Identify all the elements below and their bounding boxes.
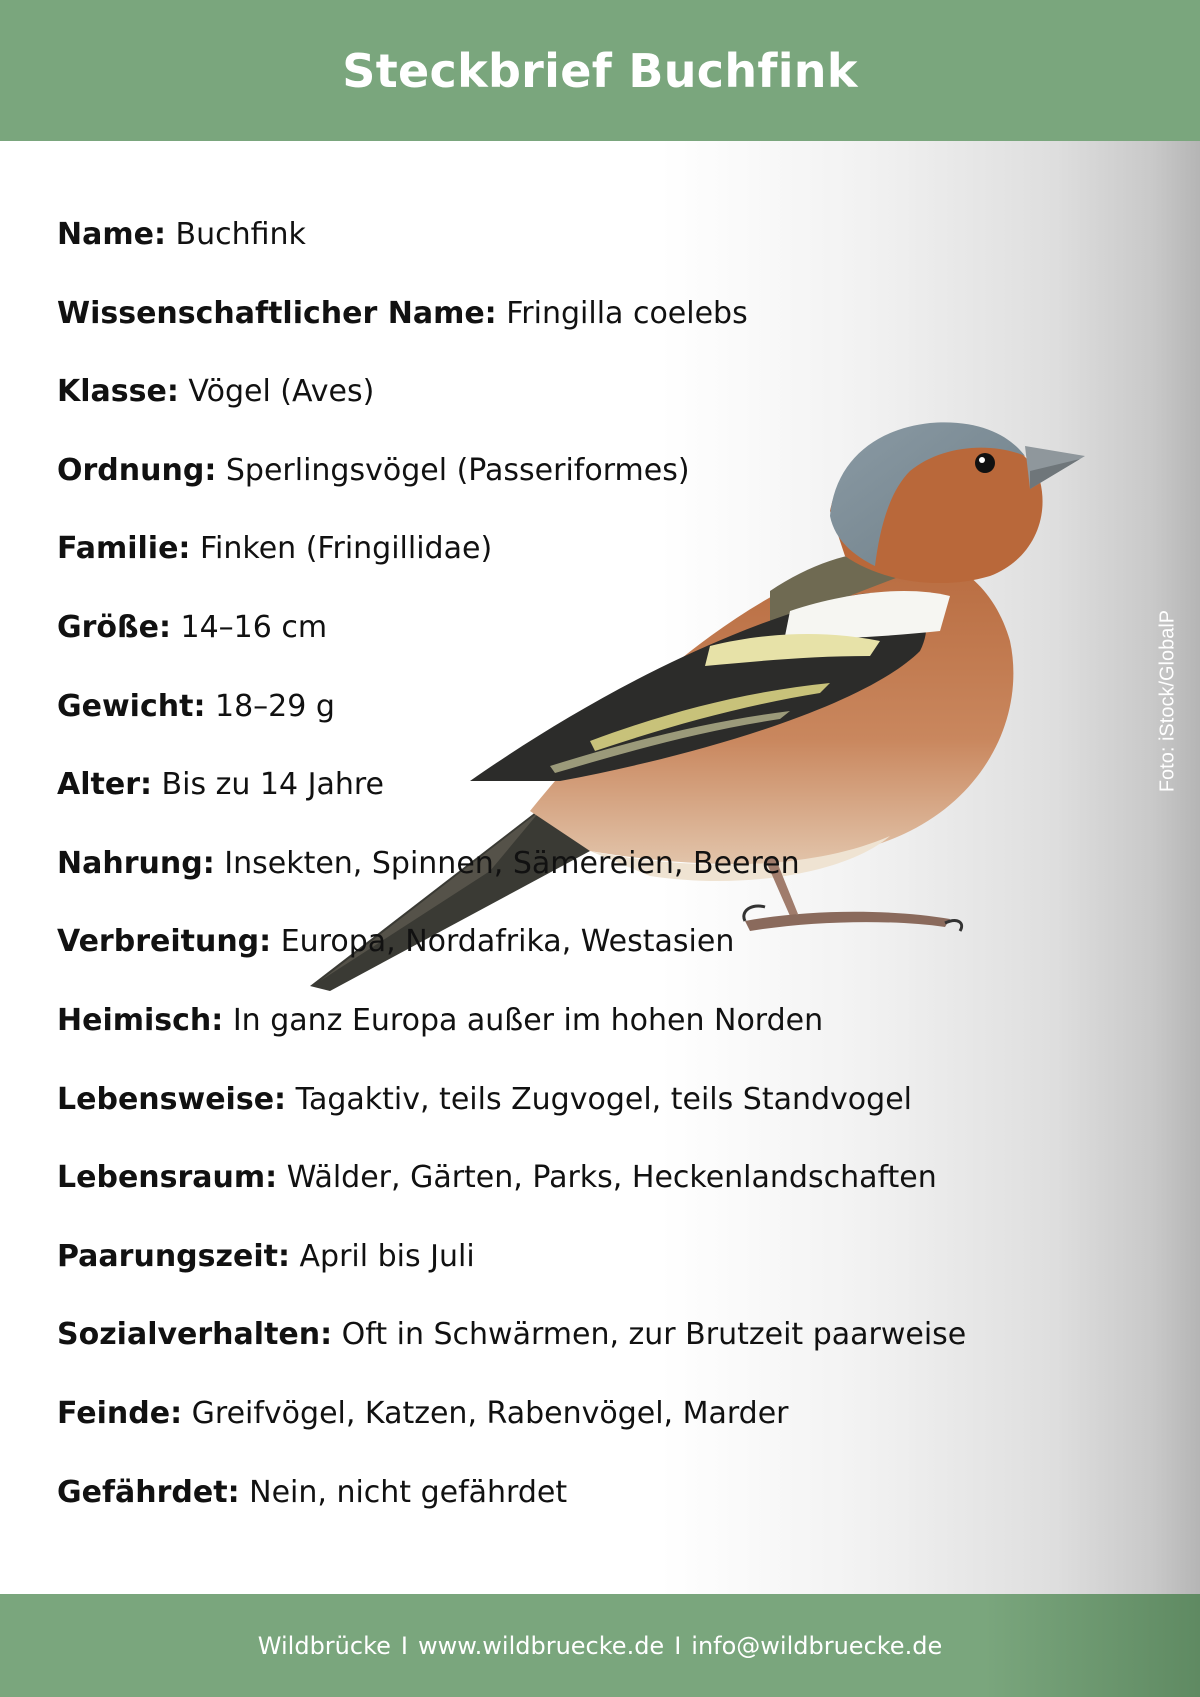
fact-label: Lebensraum: <box>57 1160 278 1196</box>
fact-value: Tagaktiv, teils Zugvogel, teils Standvogel <box>295 1081 912 1117</box>
photo-credit: Foto: iStock/GlobalP <box>1156 609 1179 793</box>
footer-email-link[interactable]: info@wildbruecke.de <box>691 1631 943 1660</box>
fact-label: Gefährdet: <box>57 1474 240 1510</box>
footer-separator: I <box>400 1631 408 1660</box>
fact-label: Wissenschaftlicher Name: <box>57 295 497 331</box>
fact-value: Buchfink <box>175 217 306 252</box>
footer-contact <box>258 1632 942 1660</box>
fact-value: Insekten, Spinnen, Sämereien, Beeren <box>224 845 800 881</box>
fact-label: Alter: <box>57 767 152 803</box>
fact-value: In ganz Europa außer im hohen Norden <box>232 1002 824 1038</box>
fact-age <box>57 767 957 846</box>
fact-list <box>57 217 967 1553</box>
fact-value: Oft in Schwärmen, zur Brutzeit paarweise <box>341 1317 967 1353</box>
fact-label: Familie: <box>57 531 191 567</box>
fact-distribution <box>57 924 957 1003</box>
fact-label: Sozialverhalten: <box>57 1317 333 1353</box>
fact-mating-season <box>57 1239 957 1318</box>
fact-scientific-name <box>57 296 957 375</box>
fact-family <box>57 531 957 610</box>
fact-value: April bis Juli <box>299 1238 475 1274</box>
fact-name <box>57 217 957 296</box>
fact-label: Name: <box>57 217 166 252</box>
fact-value: Wälder, Gärten, Parks, Heckenlandschaften <box>286 1160 937 1196</box>
fact-diet <box>57 846 957 925</box>
fact-value: 18–29 g <box>215 688 335 724</box>
fact-label: Gewicht: <box>57 688 206 724</box>
fact-value: Greifvögel, Katzen, Rabenvögel, Marder <box>191 1395 789 1431</box>
fact-order <box>57 453 957 532</box>
fact-value: Fringilla coelebs <box>506 295 748 331</box>
fact-value: Bis zu 14 Jahre <box>161 767 384 803</box>
footer-brand: Wildbrücke <box>257 1631 391 1660</box>
fact-value: Vögel (Aves) <box>188 374 375 410</box>
fact-value: 14–16 cm <box>180 609 328 645</box>
fact-label: Klasse: <box>57 374 179 410</box>
header-banner <box>0 0 1200 141</box>
fact-label: Lebensweise: <box>57 1081 287 1117</box>
fact-enemies <box>57 1396 957 1475</box>
fact-label: Ordnung: <box>57 452 217 488</box>
fact-value: Sperlingsvögel (Passeriformes) <box>225 452 690 488</box>
content-area <box>0 141 1200 1594</box>
footer-banner <box>0 1594 1200 1697</box>
fact-endangered <box>57 1475 957 1554</box>
fact-value: Europa, Nordafrika, Westasien <box>280 924 735 960</box>
fact-native <box>57 1003 957 1082</box>
fact-weight <box>57 689 957 768</box>
fact-lifestyle <box>57 1082 957 1161</box>
page-title: Steckbrief Buchfink <box>342 43 858 98</box>
footer-website-link[interactable]: www.wildbruecke.de <box>417 1631 665 1660</box>
fact-label: Feinde: <box>57 1395 183 1431</box>
fact-social-behavior <box>57 1317 967 1396</box>
fact-label: Heimisch: <box>57 1002 224 1038</box>
footer-separator: I <box>674 1631 682 1660</box>
fact-label: Größe: <box>57 609 171 645</box>
fact-label: Nahrung: <box>57 845 215 881</box>
fact-class <box>57 374 957 453</box>
fact-label: Paarungszeit: <box>57 1238 290 1274</box>
fact-size <box>57 610 957 689</box>
fact-value: Nein, nicht gefährdet <box>249 1474 568 1510</box>
fact-value: Finken (Fringillidae) <box>199 531 493 567</box>
fact-label: Verbreitung: <box>57 924 272 960</box>
fact-habitat <box>57 1160 957 1239</box>
